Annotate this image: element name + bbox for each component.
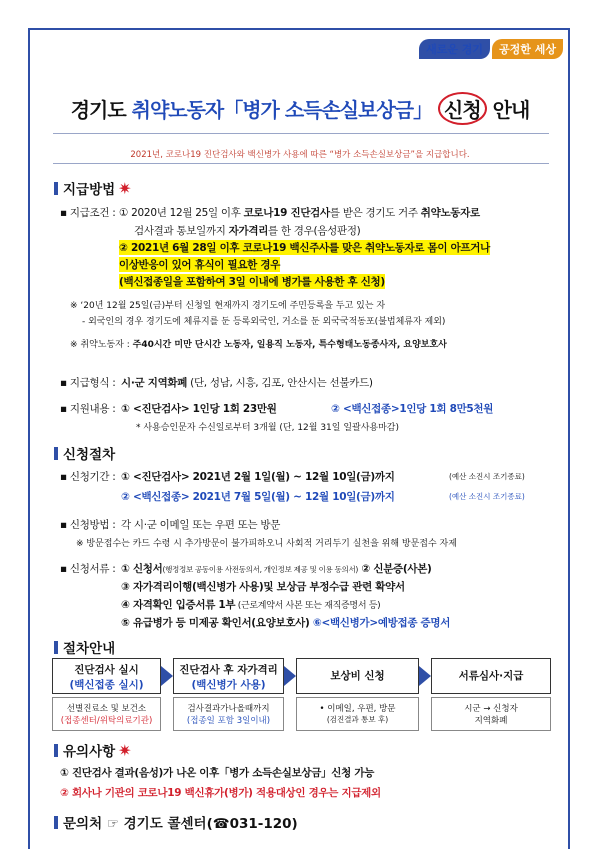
doc1-title: ① 신청서 <box>121 563 163 575</box>
section-apply-heading <box>54 443 115 463</box>
period-test-note: (예산 소진시 조기종료) <box>449 472 525 481</box>
form-value-main: 시·군 지역화폐 <box>121 377 188 389</box>
note-item-2: ② 회사나 기관의 코로나19 백신휴가(병가) 적용대상인 경우는 지급제외 <box>60 787 381 799</box>
cond1-text-d: 취약노동자로 <box>420 207 480 219</box>
arrow-right-icon <box>161 666 173 686</box>
arrow-right-icon <box>284 666 296 686</box>
step1-detail-1: 선별진료소 및 보건소 <box>66 704 147 714</box>
step2-title: 진단검사 후 자가격리 <box>179 664 278 676</box>
section-notes-heading <box>54 740 132 760</box>
title-part1: 경기도 <box>70 98 132 122</box>
step1-title: 진단검사 실시 <box>74 664 139 676</box>
cond1-line2 <box>134 223 360 238</box>
section-payment-title: 지급방법 <box>63 182 116 198</box>
section-notes-title: 유의사항 <box>63 744 116 760</box>
cond1-line2-c: 를 한 경우(음성판정) <box>268 225 361 237</box>
cond1-line2-b: 자가격리 <box>228 225 269 237</box>
cond1-line2-a: 검사결과 통보일까지 <box>134 225 229 237</box>
section-contact-heading <box>54 812 298 832</box>
section-contact-title: 문의처 <box>63 816 103 832</box>
divider <box>53 163 549 164</box>
arrow-right-icon <box>419 666 431 686</box>
section-procedure-heading <box>54 637 115 657</box>
section-bar <box>54 447 58 460</box>
step3-title: 보상비 신청 <box>330 670 385 682</box>
amount-note: * 사용승인문자 수신일로부터 3개월 (단, 12월 31일 일괄사용마감) <box>136 423 400 433</box>
note-residency: ※ ‘20년 12월 25일(금)부터 신청일 현재까지 경기도에 주민등록을 두고 있는 자 <box>70 301 386 311</box>
title-part2: 취약노동자「병가 소득손실보상금」 <box>131 98 433 122</box>
doc2-title: ② 신분증(사본) <box>358 563 432 575</box>
contact-phone: 경기도 콜센터(☎031-120) <box>123 816 298 832</box>
step1-detail-2: (접종센터/위탁의료기관) <box>60 716 153 726</box>
section-procedure-title: 절차안내 <box>63 641 116 657</box>
doc4-title: ④ 자격확인 입증서류 1부 <box>121 599 236 611</box>
period-vaccine: ② <백신접종> 2021년 7월 5일(월) ~ 12월 10일(금)까지 <box>121 491 395 503</box>
note-vulnerable-text: 주40시간 미만 단시간 노동자, 일용직 노동자, 특수형태노동종사자, 요양보호사 <box>132 340 447 350</box>
method-note: ※ 방문접수는 카드 수령 시 추가방문이 불가피하오니 사회적 거리두기 실천을 위해 방문접수 자제 <box>76 539 457 549</box>
period-vaccine-note: (예산 소진시 조기종료) <box>449 492 525 501</box>
starburst-icon: ✷ <box>118 741 132 760</box>
step2-box <box>173 658 284 694</box>
note-vulnerable-workers <box>70 337 447 350</box>
form-label: ▪ 지급형식 : <box>60 377 116 389</box>
step2-subtitle: (백신병가 사용) <box>191 679 266 691</box>
step2-detail-1: 검사결과가나올때까지 <box>187 704 270 714</box>
method-label: ▪ 신청방법 : <box>60 519 116 531</box>
cond2-line2: 이상반응이 있어 휴식이 필요한 경우 <box>119 259 281 271</box>
section-apply-title: 신청절차 <box>63 447 116 463</box>
doc-line5 <box>121 615 450 630</box>
cond2-line1: ② 2021년 6월 28일 이후 코로나19 백신주사를 맞은 취약노동자로 몸이 아프거나 <box>119 242 490 254</box>
step3-detail <box>296 697 419 731</box>
amount-label: ▪ 지원내용 : <box>60 403 116 415</box>
doc1-detail: (행정정보 공동이용 사전동의서, 개인정보 제공 및 이용 동의서) <box>162 565 359 574</box>
form-value <box>121 375 373 390</box>
step4-detail-2: 지역화폐 <box>474 716 508 726</box>
doc-line4 <box>121 597 380 612</box>
starburst-icon: ✷ <box>118 179 132 198</box>
cond-label: ▪ 지급조건 : <box>60 207 116 219</box>
doc5-title: ⑤ 유급병가 등 미제공 확인서(요양보호사) <box>121 617 310 629</box>
cond2-line3: (백신접종일을 포함하여 3일 이내에 병가를 사용한 후 신청) <box>119 276 385 288</box>
note-foreigner: - 외국인의 경우 경기도에 체류지를 둔 등록외국인, 거소를 둔 외국국적동포(불법체류자 제외) <box>82 317 446 327</box>
step1-detail <box>52 697 161 731</box>
step4-title: 서류심사·지급 <box>458 670 524 682</box>
docs-label: ▪ 신청서류 : <box>60 563 116 575</box>
section-payment-heading <box>54 178 132 198</box>
slogan-right: 공정한 세상 <box>492 39 563 59</box>
title-apply-circled: 신청 <box>438 92 487 125</box>
section-bar <box>54 744 58 757</box>
amount-vaccine: ② <백신접종>1인당 1회 8만5천원 <box>331 403 494 415</box>
step1-subtitle: (백신접종 실시) <box>69 679 144 691</box>
cond1-num: ① <box>119 207 129 219</box>
pointing-hand-icon: ☞ <box>106 816 119 832</box>
cond1-text-c: 를 받은 경기도 거주 <box>329 207 421 219</box>
step3-box <box>296 658 419 694</box>
step4-detail-1: 시군 → 신청자 <box>464 704 518 714</box>
method-value: 각 시·군 이메일 또는 우편 또는 방문 <box>121 519 281 531</box>
note-vulnerable-label: ※ 취약노동자 : <box>70 340 133 350</box>
cond1-text-b: 코로나19 진단검사 <box>243 207 330 219</box>
amount-test: ① <진단검사> 1인당 1회 23만원 <box>121 403 277 415</box>
step3-detail-2: (검진결과 통보 후) <box>326 715 389 724</box>
period-label: ▪ 신청기간 : <box>60 471 116 483</box>
step2-detail <box>173 697 284 731</box>
section-bar <box>54 641 58 654</box>
doc-line3: ③ 자가격리이행(백신병가 사용)및 보상금 부정수급 관련 확약서 <box>121 581 405 593</box>
step2-detail-2: (접종일 포함 3일이내) <box>186 716 271 726</box>
slogan-badge <box>419 39 563 59</box>
page-title <box>0 92 600 125</box>
doc-line1 <box>121 561 432 576</box>
step4-box <box>431 658 551 694</box>
cond1-line1 <box>119 205 480 220</box>
slogan-left: 새로운 경기 <box>419 39 490 59</box>
section-bar <box>54 816 58 829</box>
step4-detail <box>431 697 551 731</box>
title-part4: 안내 <box>486 98 530 122</box>
doc4-detail: (근로계약서 사본 또는 재직증명서 등) <box>235 601 381 611</box>
subtitle: 2021년, 코로나19 진단검사와 백신병가 사용에 따른 “병가 소득손실보상금”을 지급합니다. <box>130 150 470 160</box>
divider <box>53 133 549 134</box>
note-item-1: ① 진단검사 결과(음성)가 나온 이후「병가 소득손실보상금」신청 가능 <box>60 767 375 779</box>
step1-box <box>52 658 161 694</box>
cond1-text-a: 2020년 12월 25일 이후 <box>131 207 244 219</box>
period-test: ① <진단검사> 2021년 2월 1일(월) ~ 12월 10일(금)까지 <box>121 471 395 483</box>
step3-detail-1: • 이메일, 우편, 방문 <box>319 704 396 714</box>
doc6-title: ⑥<백신병가>예방접종 증명서 <box>309 617 451 629</box>
form-value-note: (단, 성남, 시흥, 김포, 안산시는 선불카드) <box>187 377 373 389</box>
section-bar <box>54 182 58 195</box>
